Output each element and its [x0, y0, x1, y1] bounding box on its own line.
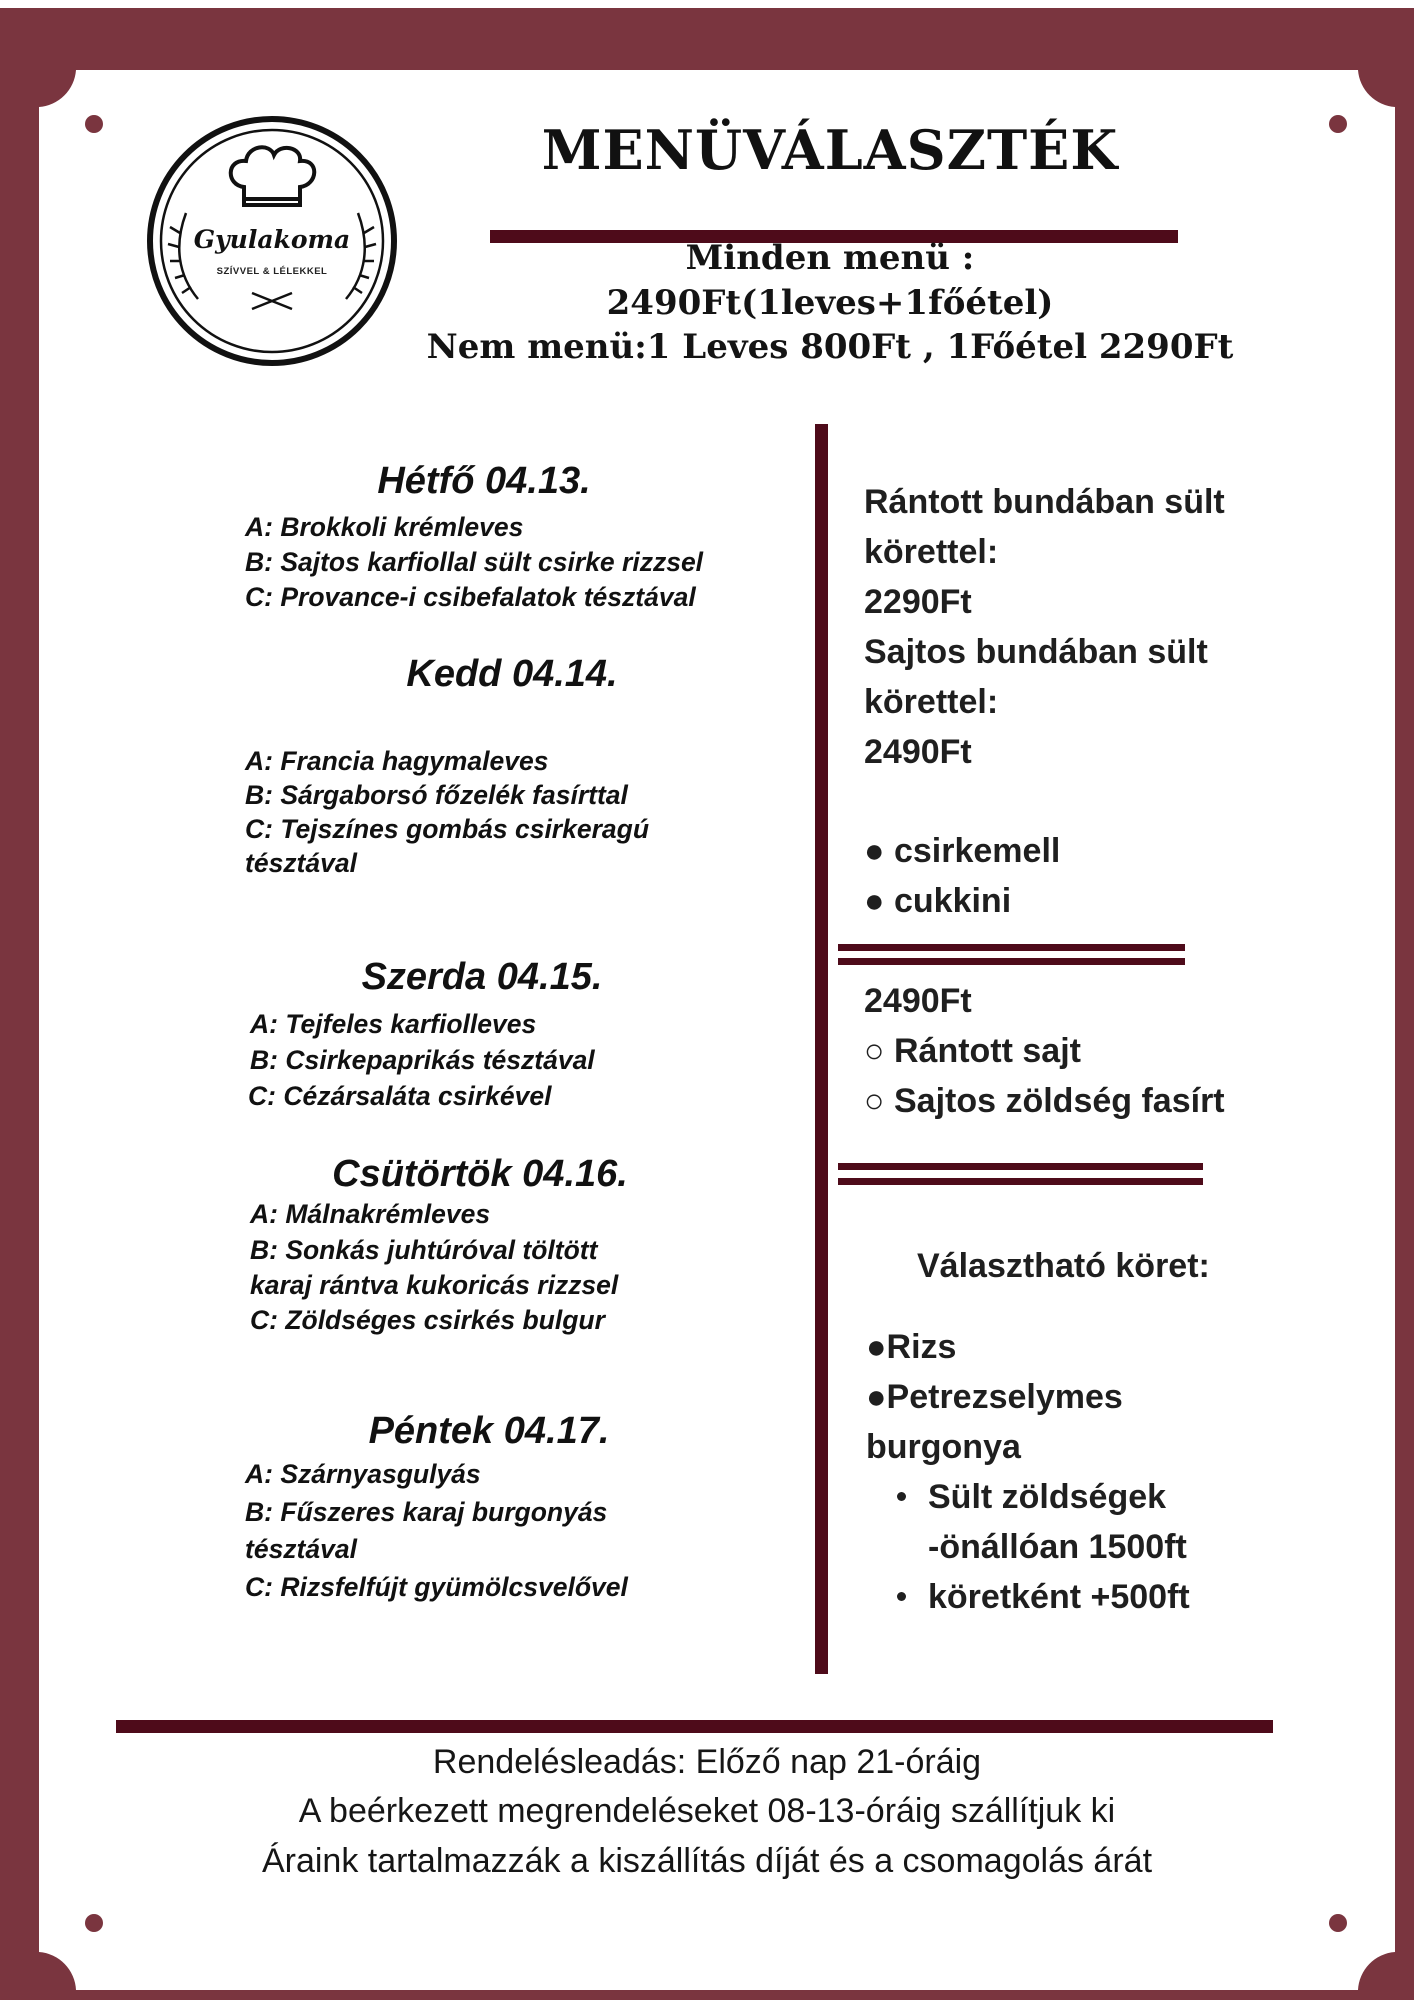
menu-item: A: Málnakrémleves: [250, 1199, 491, 1229]
breaded-line: körettel:: [864, 683, 999, 721]
side-extra: -önállóan 1500ft: [928, 1528, 1187, 1566]
menu-item: C: Cézársaláta csirkével: [248, 1081, 552, 1111]
breaded-line: körettel:: [864, 533, 999, 571]
side-option: burgonya: [866, 1428, 1021, 1466]
restaurant-logo: [146, 115, 398, 367]
corner-dot-top-left: [85, 115, 103, 133]
page-title: MENÜVÁLASZTÉK: [541, 118, 1119, 182]
menu-item: A: Brokkoli krémleves: [245, 512, 524, 542]
menu-item: A: Szárnyasgulyás: [245, 1459, 481, 1489]
day-heading-friday: Péntek 04.17.: [368, 1410, 610, 1452]
logo-name: Gyulakoma: [193, 225, 351, 254]
menu-item: tésztával: [245, 848, 357, 878]
logo-tagline: SZÍVVEL & LÉLEKKEL: [216, 266, 328, 277]
breaded-line: Rántott bundában sült: [864, 483, 1225, 521]
menu-item: C: Tejszínes gombás csirkeragú: [245, 814, 650, 844]
menu-item: karaj rántva kukoricás rizzsel: [250, 1270, 619, 1300]
side-option: ●Petrezselymes: [866, 1378, 1123, 1416]
corner-dot-bottom-right: [1329, 1914, 1347, 1932]
bullet-icon: [897, 1592, 906, 1601]
day-heading-monday: Hétfő 04.13.: [377, 460, 591, 502]
footer-rule: [116, 1720, 1273, 1733]
menu-item: tésztával: [245, 1534, 357, 1564]
breaded-line: Sajtos bundában sült: [864, 633, 1208, 671]
menu-item: B: Sárgaborsó főzelék fasírttal: [245, 780, 628, 810]
extra-price: 2490Ft: [864, 982, 972, 1020]
day-heading-tuesday: Kedd 04.14.: [406, 653, 618, 695]
menu-item: A: Tejfeles karfiolleves: [250, 1009, 537, 1039]
corner-dot-bottom-left: [85, 1914, 103, 1932]
footer-order-deadline: Rendelésleadás: Előző nap 21-óráig: [432, 1743, 982, 1781]
sides-title: Választható köret:: [917, 1247, 1210, 1285]
breaded-option: ● csirkemell: [864, 832, 1061, 870]
menu-item: C: Zöldséges csirkés bulgur: [250, 1305, 605, 1335]
breaded-option: ● cukkini: [864, 882, 1012, 920]
menu-price-line-3: Nem menü:1 Leves 800Ft , 1Főétel 2290Ft: [426, 327, 1234, 367]
column-divider: [815, 424, 828, 1674]
menu-item: C: Rizsfelfújt gyümölcsvelővel: [245, 1572, 628, 1602]
menu-price-line-2: 2490Ft(1leves+1főétel): [606, 283, 1054, 323]
menu-item: B: Fűszeres karaj burgonyás: [245, 1497, 608, 1527]
side-extra: köretként +500ft: [928, 1578, 1190, 1616]
corner-dot-top-right: [1329, 115, 1347, 133]
side-extra: Sült zöldségek: [928, 1478, 1167, 1516]
double-rule: [838, 958, 1185, 965]
footer-delivery-time: A beérkezett megrendeléseket 08-13-óráig szállítjuk ki: [298, 1792, 1116, 1830]
menu-item: B: Sonkás juhtúróval töltött: [250, 1235, 598, 1265]
side-option: ●Rizs: [866, 1328, 957, 1366]
menu-price-line-1: Minden menü :: [685, 238, 975, 278]
double-rule: [838, 1163, 1203, 1170]
menu-item: B: Sajtos karfiollal sült csirke rizzsel: [245, 547, 704, 577]
bullet-icon: [897, 1492, 906, 1501]
breaded-price: 2490Ft: [864, 733, 972, 771]
day-heading-wednesday: Szerda 04.15.: [361, 956, 603, 998]
double-rule: [838, 1178, 1203, 1185]
double-rule: [838, 944, 1185, 951]
extra-option: ○ Sajtos zöldség fasírt: [864, 1082, 1225, 1120]
menu-item: B: Csirkepaprikás tésztával: [250, 1045, 595, 1075]
menu-item: C: Provance-i csibefalatok tésztával: [245, 582, 696, 612]
footer-price-note: Áraink tartalmazzák a kiszállítás díját és a csomagolás árát: [261, 1842, 1153, 1880]
day-heading-thursday: Csütörtök 04.16.: [332, 1153, 628, 1195]
breaded-price: 2290Ft: [864, 583, 972, 621]
menu-item: A: Francia hagymaleves: [245, 746, 549, 776]
extra-option: ○ Rántott sajt: [864, 1032, 1081, 1070]
